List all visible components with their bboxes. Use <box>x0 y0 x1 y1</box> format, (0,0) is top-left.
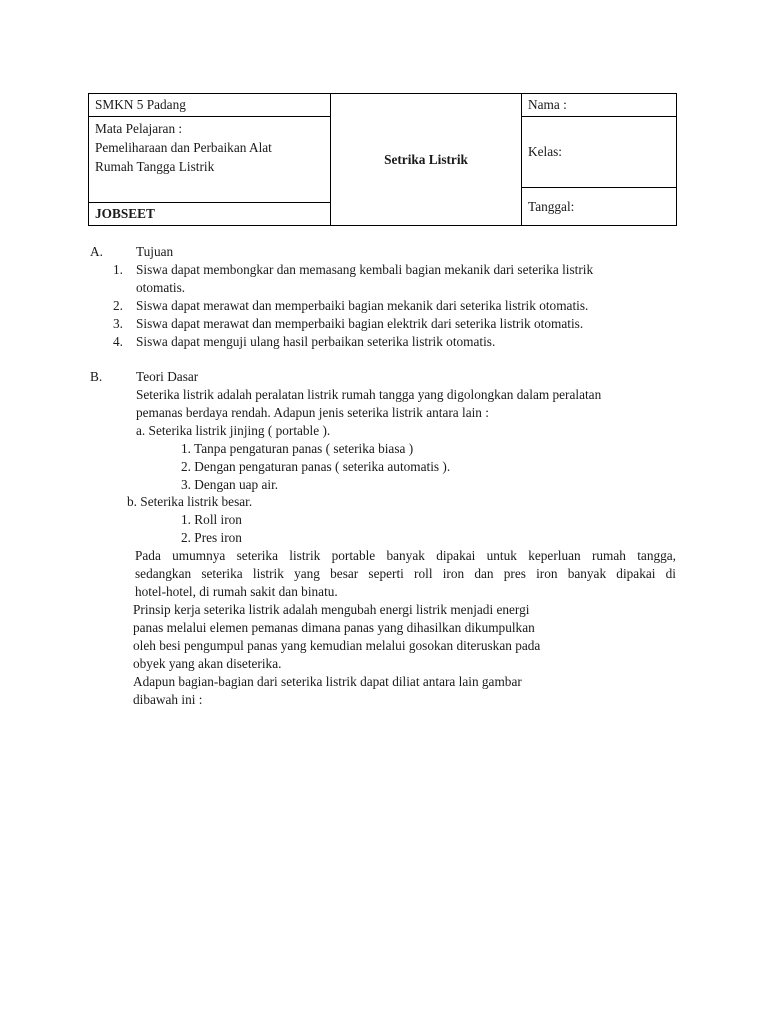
subject-label: Mata Pelajaran : <box>95 121 183 136</box>
type-a-item-1: 1. Tanpa pengaturan panas ( seterika biasa ) <box>181 441 414 456</box>
para2-line-3: oleh besi pengumpul panas yang kemudian melalui gosokan diteruskan pada <box>133 638 541 653</box>
tujuan-item-3: Siswa dapat merawat dan memperbaiki bagian elektrik dari seterika listrik otomatis. <box>136 316 584 331</box>
intro-line-2: pemanas berdaya rendah. Adapun jenis seterika listrik antara lain : <box>136 405 489 420</box>
subject-cell <box>89 117 331 203</box>
jobseet-label: JOBSEET <box>89 202 331 225</box>
type-a-item-3: 3. Dengan uap air. <box>181 477 279 492</box>
para2-line-4: obyek yang akan diseterika. <box>133 656 282 671</box>
section-b-letter: B. <box>90 369 103 384</box>
para3-line-2: dibawah ini : <box>133 692 203 707</box>
subject-line-2: Rumah Tangga Listrik <box>95 159 215 174</box>
section-a-heading: Tujuan <box>136 244 174 259</box>
para1-line-1: Pada umumnya seterika listrik portable banyak dipakai untuk keperluan rumah tangga, <box>135 548 676 563</box>
school-cell: SMKN 5 Padang <box>89 94 331 117</box>
type-b-title: b. Seterika listrik besar. <box>127 494 253 509</box>
kelas-field: Kelas: <box>522 117 676 188</box>
page-title: Setrika Listrik <box>331 94 522 226</box>
intro-line-1: Seterika listrik adalah peralatan listrik rumah tangga yang digolongkan dalam peralatan <box>136 387 602 402</box>
para1-line-2: sedangkan seterika listrik yang besar seperti roll iron dan pres iron banyak dipakai di <box>135 566 676 581</box>
para2-line-1: Prinsip kerja seterika listrik adalah mengubah energi listrik menjadi energi <box>133 602 530 617</box>
tujuan-item-2: Siswa dapat merawat dan memperbaiki bagian mekanik dari seterika listrik otomatis. <box>136 298 589 313</box>
section-a-letter: A. <box>90 244 103 259</box>
para2-line-2: panas melalui elemen pemanas dimana panas yang dihasilkan dikumpulkan <box>133 620 535 635</box>
type-b-item-1: 1. Roll iron <box>181 512 242 527</box>
type-a-title: a. Seterika listrik jinjing ( portable ). <box>136 423 331 438</box>
para3-line-1: Adapun bagian-bagian dari seterika listrik dapat diliat antara lain gambar <box>133 674 522 689</box>
kelas-tanggal-cell <box>522 117 677 226</box>
header-table <box>88 93 677 226</box>
nama-field: Nama : <box>522 94 677 117</box>
tujuan-num-1: 1. <box>113 262 123 277</box>
tujuan-num-4: 4. <box>113 334 123 349</box>
tujuan-item-1: Siswa dapat membongkar dan memasang kembali bagian mekanik dari seterika listrik <box>136 262 594 277</box>
para1-line-3: hotel-hotel, di rumah sakit dan binatu. <box>135 584 338 599</box>
type-a-item-2: 2. Dengan pengaturan panas ( seterika automatis ). <box>181 459 451 474</box>
tujuan-item-4: Siswa dapat menguji ulang hasil perbaikan seterika listrik otomatis. <box>136 334 496 349</box>
tujuan-num-3: 3. <box>113 316 123 331</box>
tanggal-field: Tanggal: <box>528 199 575 214</box>
type-b-item-2: 2. Pres iron <box>181 530 242 545</box>
tujuan-num-2: 2. <box>113 298 123 313</box>
tujuan-item-1-cont: otomatis. <box>136 280 186 295</box>
subject-line-1: Pemeliharaan dan Perbaikan Alat <box>95 140 272 155</box>
section-b-heading: Teori Dasar <box>136 369 199 384</box>
